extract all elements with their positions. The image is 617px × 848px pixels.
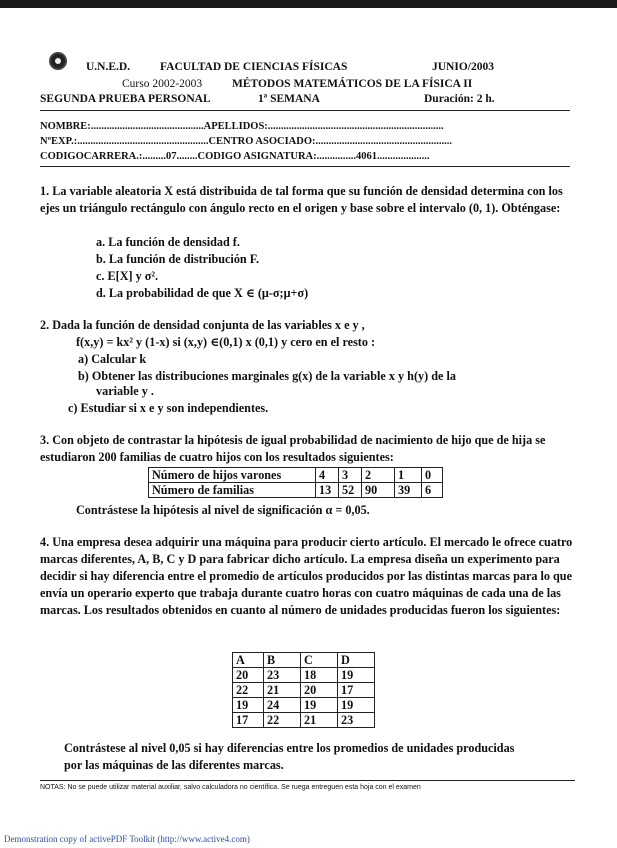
exam-week: 1ª SEMANA [258,93,320,105]
subject-title: MÉTODOS MATEMÁTICOS DE LA FÍSICA II [232,78,473,90]
question-4-text: 4. Una empresa desea adquirir una máquina para producir cierto artículo. El mercado le ofrece cuatro marcas diferentes, A, B, C y D para fabricar dicho artículo. La empresa diseña un experimento para decidir si hay diferencia entre el promedio de artículos producidos por las distintas marcas para lo que envía un operario experto que trabaja durante cuatro horas con cuatro máquinas de cada una de las marcas. Los resultados obtenidos en cuanto al número de unidades producidas fueron los siguientes: [40,535,573,617]
table-cell: Número de hijos varones [149,468,316,483]
table-cell: 19 [338,698,375,713]
exam-duration: Duración: 2 h. [424,93,495,105]
table-cell: 0 [422,468,443,483]
question-1-b: b. La función de distribución F. [96,252,260,266]
table-cell: C [301,653,338,668]
question-2-c: c) Estudiar si x e y son independientes. [68,401,269,415]
question-3-conclusion: Contrástese la hipótesis al nivel de significación α = 0,05. [76,503,370,517]
uned-seal-icon [49,52,67,70]
table-cell: 23 [264,668,301,683]
table-cell: 19 [301,698,338,713]
table-cell: 22 [264,713,301,728]
table-row [233,713,375,728]
form-rule [40,166,570,167]
question-1-d: d. La probabilidad de que X ∈ (μ-σ;μ+σ) [96,286,309,300]
table-cell: 13 [316,483,339,498]
top-border [0,0,617,8]
footer-rule [40,780,575,781]
table-cell: 19 [338,668,375,683]
table-cell: D [338,653,375,668]
table-row [233,683,375,698]
table-row [233,653,375,668]
table-cell: 22 [233,683,264,698]
table-cell: 21 [301,713,338,728]
question-2-a: a) Calcular k [78,352,147,366]
uned-label: U.N.E.D. [86,61,131,73]
table-cell: 20 [301,683,338,698]
question-1-a: a. La función de densidad f. [96,235,240,249]
exam-name: SEGUNDA PRUEBA PERSONAL [40,93,211,105]
table-row [149,483,443,498]
families-table [148,467,443,498]
table-cell: 24 [264,698,301,713]
table-cell: 90 [362,483,395,498]
table-cell: 1 [395,468,422,483]
table-cell: 39 [395,483,422,498]
table-cell: 17 [233,713,264,728]
footer-note: NOTAS: No se puede utilizar material auxiliar, salvo calculadora no científica. Se ruega entreguen esta hoja con el examen [40,784,421,791]
table-cell: A [233,653,264,668]
machines-table [232,652,375,728]
table-cell: 4 [316,468,339,483]
table-row [233,668,375,683]
question-4-conclusion: Contrástese al nivel 0,05 si hay diferencias entre los promedios de unidades producidas por las máquinas de las diferentes marcas. [64,741,515,772]
demo-watermark-link[interactable]: Demonstration copy of activePDF Toolkit (http://www.active4.com) [4,834,250,844]
table-cell: 23 [338,713,375,728]
table-cell: 18 [301,668,338,683]
form-code-line: CODIGOCARRERA.:.........07........CODIGO ASIGNATURA:...............4061.................... [40,151,430,162]
table-cell: B [264,653,301,668]
question-3-text: 3. Con objeto de contrastar la hipótesis de igual probabilidad de nacimiento de hijo que de hija se estudiaron 200 familias de cuatro hijos con los resultados siguientes: [40,433,546,464]
course-label: Curso 2002-2003 [122,78,203,90]
table-cell: 19 [233,698,264,713]
table-row [233,698,375,713]
table-cell: 17 [338,683,375,698]
table-cell: 52 [339,483,362,498]
question-1-text: 1. La variable aleatoria X está distribuida de tal forma que su función de densidad determina con los ejes un triángulo rectángulo con ángulo recto en el origen y base sobre el intervalo (0, 1). Obténgase: [40,184,563,215]
table-cell: 2 [362,468,395,483]
exam-date: JUNIO/2003 [432,61,494,73]
table-cell: 6 [422,483,443,498]
table-row [149,468,443,483]
table-cell: 3 [339,468,362,483]
header-rule [40,110,570,111]
table-cell: 20 [233,668,264,683]
faculty-label: FACULTAD DE CIENCIAS FÍSICAS [160,61,348,73]
question-1-c: c. E[X] y σ². [96,269,159,283]
form-name-line: NOMBRE:...........................................APELLIDOS:................................................................... [40,121,444,132]
question-2-b-cont: variable y . [96,384,154,398]
form-exp-line: NºEXP.:..................................................CENTRO ASOCIADO:.................................................... [40,136,453,147]
question-2-formula: f(x,y) = kx² y (1-x) si (x,y) ∈(0,1) x (0,1) y cero en el resto : [76,335,376,349]
question-2-intro: 2. Dada la función de densidad conjunta de las variables x e y , [40,318,365,332]
table-cell: 21 [264,683,301,698]
table-cell: Número de familias [149,483,316,498]
question-2-b: b) Obtener las distribuciones marginales g(x) de la variable x y h(y) de la [78,369,456,383]
